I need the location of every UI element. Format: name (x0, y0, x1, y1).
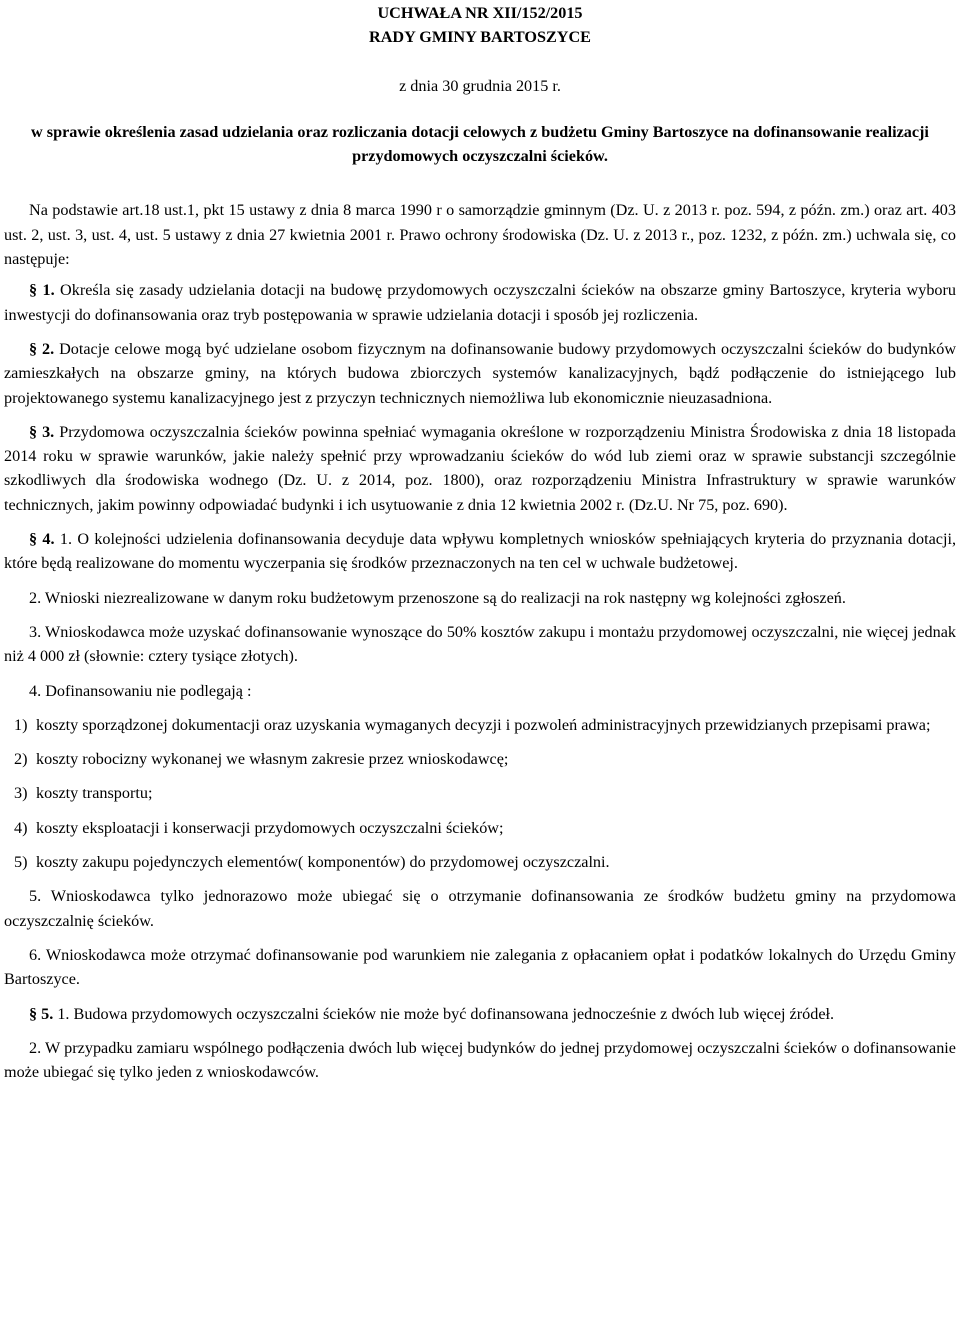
paragraph-4-point-1-text: 1. O kolejności udzielenia dofinansowania decyduje data wpływu kompletnych wniosków spełniających kryteria do przyznania dotacji, które będą realizowane do momentu wyczerpania się środków przeznaczonych na ten cel w uchwale budżetowej. (4, 530, 957, 573)
list-item-text: koszty sporządzonej dokumentacji oraz uzyskania wymaganych decyzji i pozwoleń administracyjnych przewidzianych przepisami prawa; (36, 715, 931, 734)
paragraph-3 (4, 420, 956, 517)
paragraph-5-point-1 (4, 1002, 956, 1026)
list-item (4, 850, 956, 874)
resolution-date: z dnia 30 grudnia 2015 r. (399, 76, 561, 95)
list-item-number: 1) (14, 715, 28, 734)
list-item-text: koszty zakupu pojedynczych elementów( komponentów) do przydomowej oczyszczalni. (36, 853, 610, 872)
list-item (4, 816, 956, 840)
paragraph-5-point-2: 2. W przypadku zamiaru wspólnego podłączenia dwóch lub więcej budynków do jednej przydomowej oczyszczalni ścieków o dofinansowanie może ubiegać się tylko jeden z wnioskodawców. (4, 1038, 956, 1082)
paragraph-3-text: Przydomowa oczyszczalnia ścieków powinna spełniać wymagania określone w rozporządzeniu Ministra Środowiska z dnia 18 listopada 2014 roku w sprawie warunków, jakie należy spełnić przy wprowadzaniu ścieków do wód lub ziemi oraz w sprawie substancji szczególnie szkodliwych dla środowiska wodnego (Dz. U. z 2014, poz. 1800), oraz rozporządzeniu Ministra Infrastruktury w sprawie warunków technicznych, jakim powinny odpowiadać budynki i ich usytuowanie z dnia 12 kwietnia 2002 r. (Dz.U. Nr 75, poz. 690). (4, 422, 956, 514)
legal-basis: Na podstawie art.18 ust.1, pkt 15 ustawy z dnia 8 marca 1990 r o samorządzie gminnym (Dz. U. z 2013 r. poz. 594, z późn. zm.) oraz art. 403 ust. 2, ust. 3, ust. 4, ust. 5 ustawy z dnia 27 kwietnia 2001 r. Prawo ochrony środowiska (Dz. U. z 2013 r., poz. 1232, z późn. zm.) uchwala się, co następuje: (4, 201, 956, 269)
resolution-title (4, 0, 956, 50)
paragraph-4-point-3: 3. Wnioskodawca może uzyskać dofinansowanie wynoszące do 50% kosztów zakupu i montażu przydomowej oczyszczalni, nie więcej jednak niż 4 000 zł (słownie: cztery tysiące złotych). (4, 622, 956, 666)
paragraph-2 (4, 337, 956, 410)
paragraph-1-text: Określa się zasady udzielania dotacji na budowę przydomowych oczyszczalni ścieków na obszarze gminy Bartoszyce, kryteria wyboru inwestycji do dofinansowania oraz tryb postępowania w sprawie udzielania dotacji i sposób jej rozliczenia. (4, 281, 956, 324)
list-item-text: koszty robocizny wykonanej we własnym zakresie przez wnioskodawcę; (36, 750, 509, 769)
list-item-text: koszty eksploatacji i konserwacji przydomowych oczyszczalni ścieków; (36, 818, 504, 837)
paragraph-4-point-5: 5. Wnioskodawca tylko jednorazowo może ubiegać się o otrzymanie dofinansowania ze środków budżetu gminy na przydomowa oczyszczalnię ścieków. (4, 887, 956, 930)
paragraph-5-point-1-text: 1. Budowa przydomowych oczyszczalni ścieków nie może być dofinansowana jednocześnie z dwóch lub więcej źródeł. (53, 1004, 835, 1023)
paragraph-4-point-1 (4, 527, 956, 576)
paragraph-4-point-2: 2. Wnioski niezrealizowane w danym roku budżetowym przenoszone są do realizacji na rok następny wg kolejności zgłoszeń. (29, 588, 846, 607)
list-item-number: 5) (14, 853, 28, 872)
list-item-number: 2) (14, 750, 28, 769)
paragraph-4-point-4: 4. Dofinansowaniu nie podlegają : (29, 681, 252, 700)
exclusions-list (4, 713, 956, 874)
paragraph-1-number: § 1. (29, 281, 55, 300)
title-line-2: RADY GMINY BARTOSZYCE (369, 28, 591, 47)
list-item (4, 713, 956, 737)
resolution-subject: w sprawie określenia zasad udzielania oraz rozliczania dotacji celowych z budżetu Gminy Bartoszyce na dofinansowanie realizacji przydomowych oczyszczalni ścieków. (31, 122, 929, 166)
list-item-number: 4) (14, 818, 28, 837)
paragraph-3-number: § 3. (29, 422, 55, 441)
list-item (4, 747, 956, 771)
paragraph-4-number: § 4. (29, 530, 55, 549)
paragraph-2-number: § 2. (29, 339, 55, 358)
paragraph-2-text: Dotacje celowe mogą być udzielane osobom fizycznym na dofinansowanie budowy przydomowych oczyszczalni ścieków do budynków zamieszkałych na obszarze gminy, na których budowa zbiorczych systemów kanalizacyjnych, bądź podłączenie do istniejącego lub projektowanego systemu kanalizacyjnego jest z przyczyn technicznych niemożliwa lub ekonomicznie nieuzasadniona. (4, 339, 957, 407)
paragraph-4-point-6: 6. Wnioskodawca może otrzymać dofinansowanie pod warunkiem nie zalegania z opłacaniem opłat i podatków lokalnych do Urzędu Gminy Bartoszyce. (4, 945, 956, 989)
title-line-1: UCHWAŁA NR XII/152/2015 (377, 4, 583, 22)
list-item-number: 3) (14, 784, 28, 803)
list-item (4, 781, 956, 805)
list-item-text: koszty transportu; (36, 784, 153, 803)
paragraph-5-number: § 5. (29, 1004, 54, 1023)
paragraph-1 (4, 278, 956, 327)
